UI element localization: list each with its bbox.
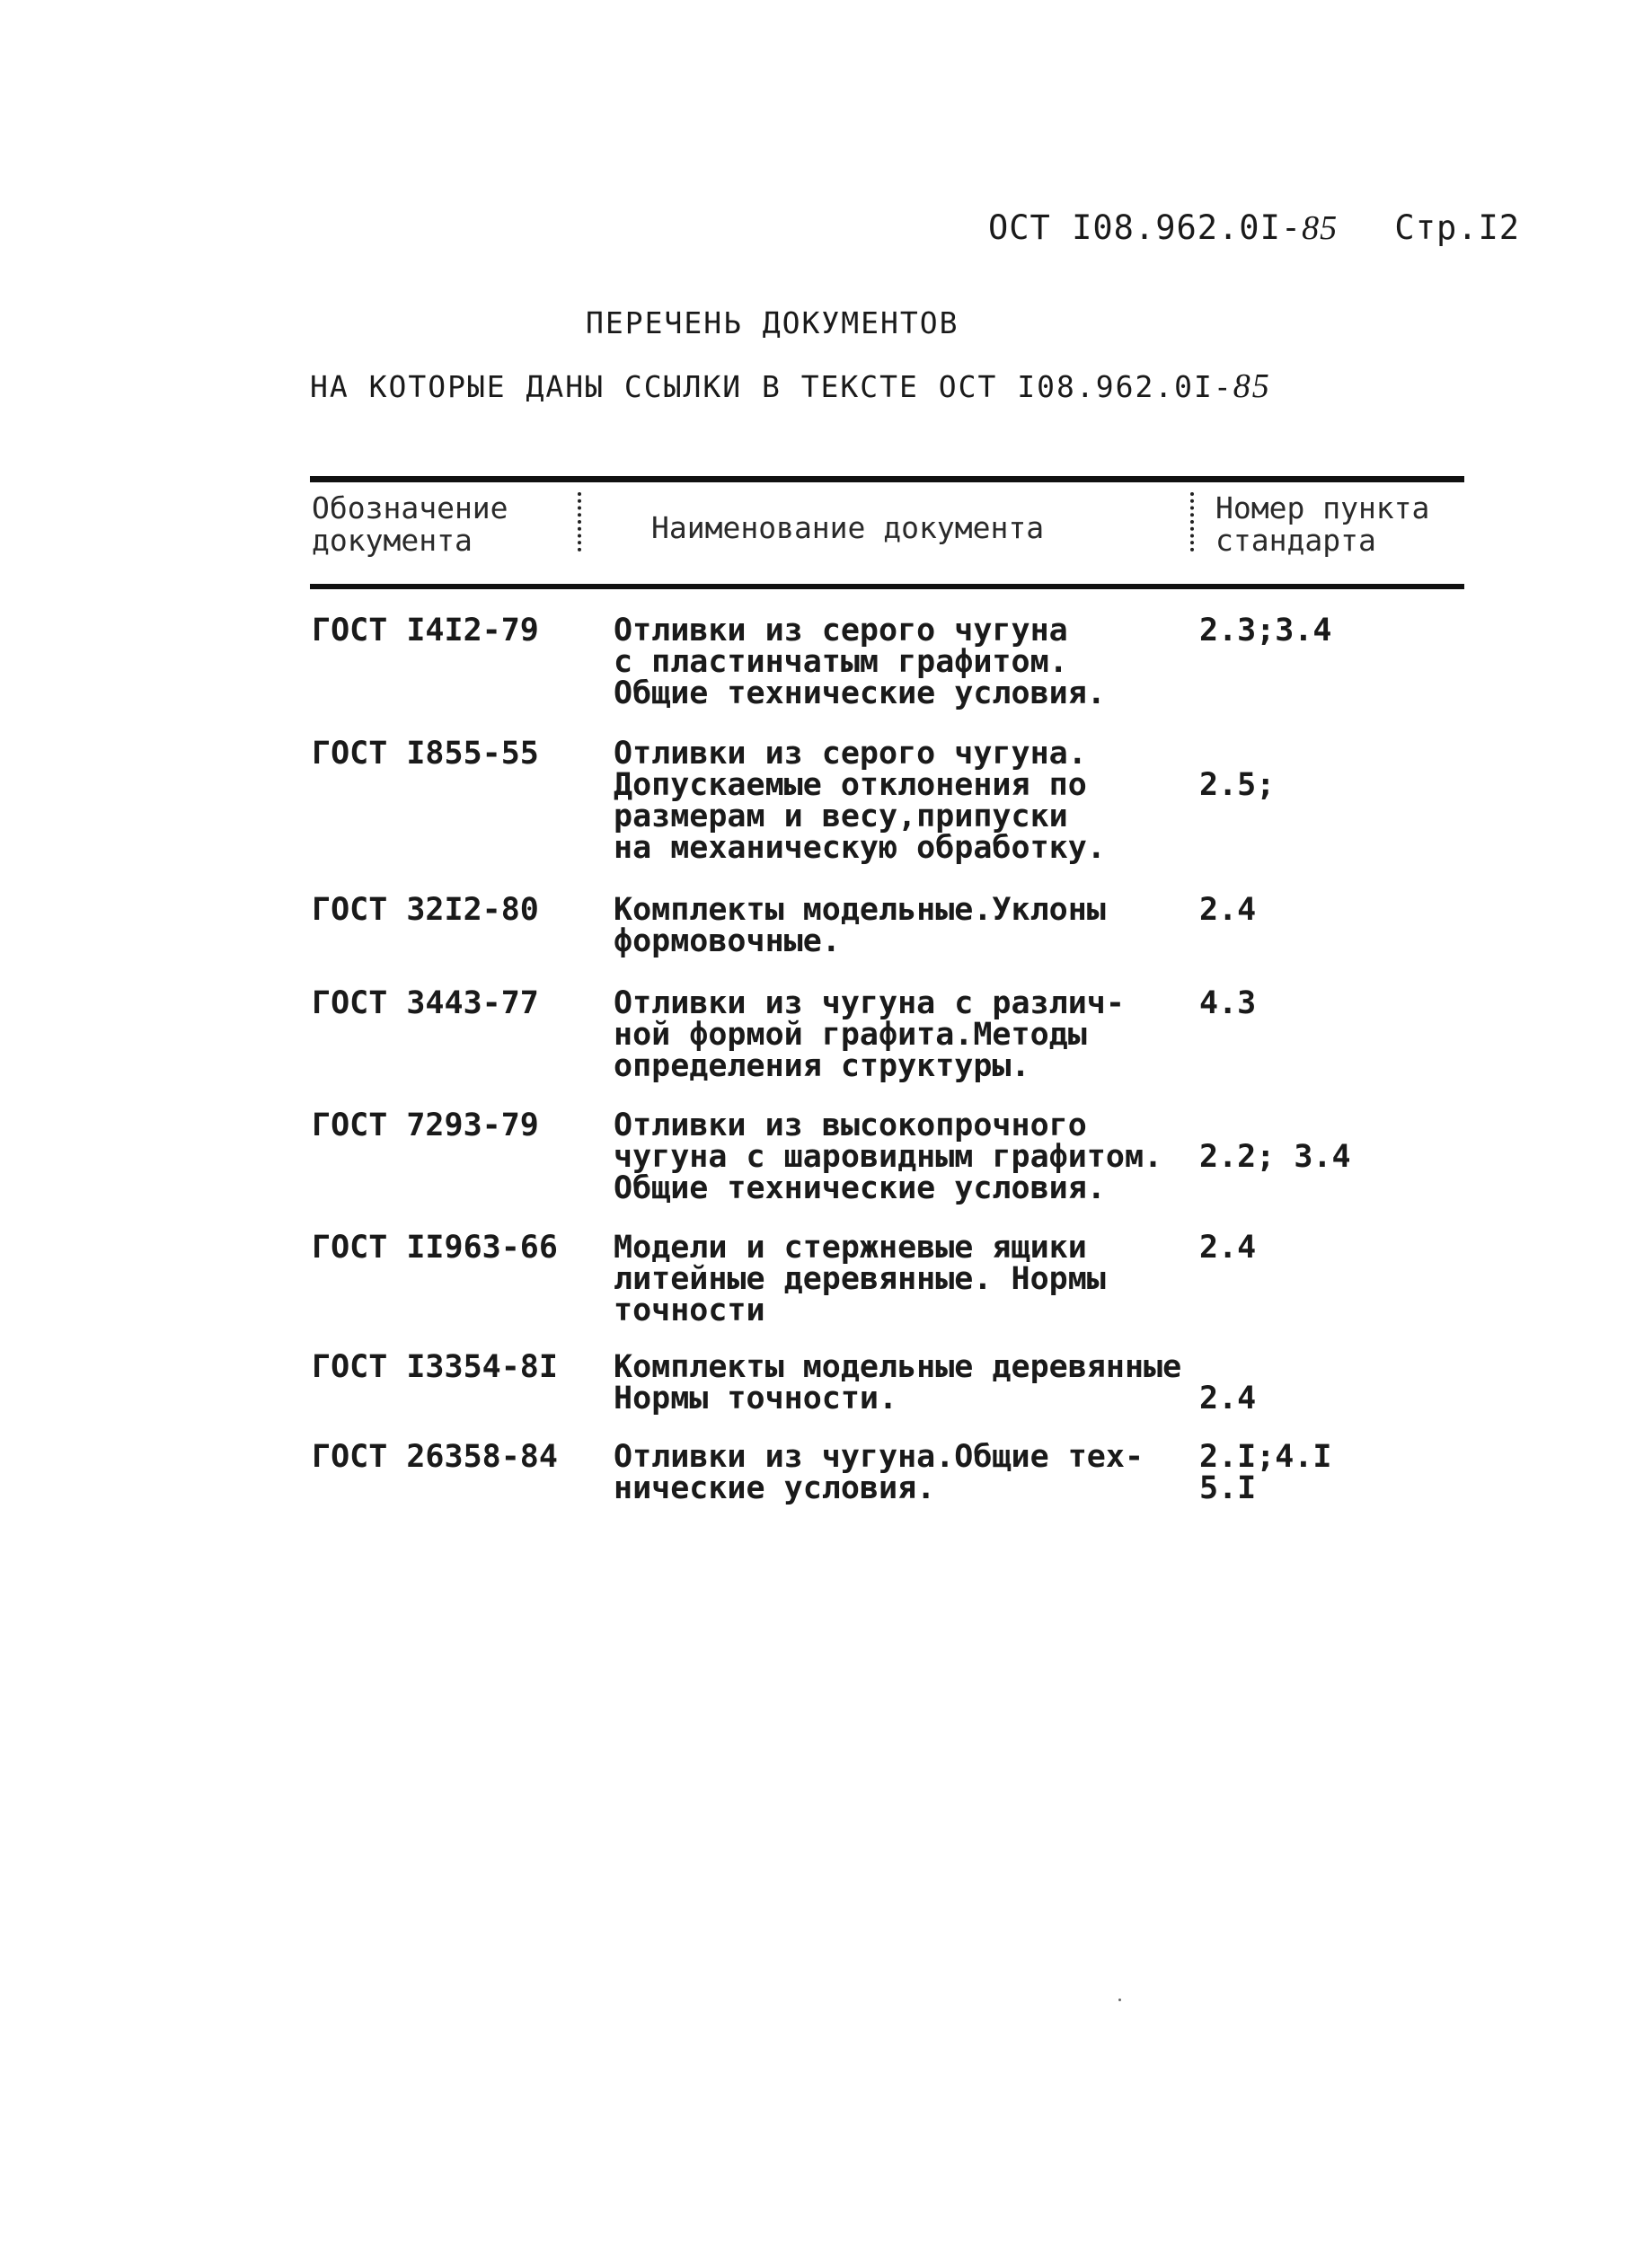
page-header xyxy=(988,208,1520,248)
row-name: Отливки из высокопрочного чугуна с шаровидным графитом. Общие технические условия. xyxy=(614,1108,1163,1206)
subtitle-year: 85 xyxy=(1233,367,1271,405)
row-clause: 2.3;3.4 xyxy=(1199,613,1332,649)
column-header-name: Наименование документа xyxy=(651,510,1045,545)
table-top-rule xyxy=(310,476,1464,482)
column-divider xyxy=(1190,492,1197,552)
row-clause: 2.I;4.I 5.I xyxy=(1199,1439,1332,1506)
column-header-clause: Номер пункта стандарта xyxy=(1215,490,1430,558)
row-name: Отливки из чугуна.Общие тех- нические условия. xyxy=(614,1439,1144,1506)
document-designation: ОСТ I08.962.0I- xyxy=(988,208,1303,247)
row-clause: 2.2; 3.4 xyxy=(1199,1139,1351,1175)
document-title: ПЕРЕЧЕНЬ ДОКУМЕНТОВ xyxy=(586,305,959,340)
row-name: Отливки из серого чугуна. Допускаемые отклонения по размерам и весу,припуски на механическую обработку. xyxy=(614,736,1106,866)
page-number: Стр.I2 xyxy=(1394,208,1521,247)
row-code: ГОСТ 26358-84 xyxy=(312,1439,558,1475)
row-name: Комплекты модельные деревянные Нормы точности. xyxy=(614,1349,1182,1416)
scan-speck xyxy=(1118,1999,1121,2001)
table-header-rule xyxy=(310,584,1464,589)
column-divider xyxy=(578,492,585,552)
column-header-code: Обозначение документа xyxy=(312,490,508,558)
row-clause: 2.4 xyxy=(1199,1381,1257,1416)
row-code: ГОСТ 3443-77 xyxy=(312,985,539,1021)
row-name: Комплекты модельные.Уклоны формовочные. xyxy=(614,892,1106,959)
subtitle-text: НА КОТОРЫЕ ДАНЫ ССЫЛКИ В ТЕКСТЕ ОСТ I08.962.0I- xyxy=(310,369,1233,404)
row-clause: 2.5; xyxy=(1199,767,1276,803)
row-code: ГОСТ I4I2-79 xyxy=(312,613,539,649)
row-code: ГОСТ I855-55 xyxy=(312,736,539,772)
row-code: ГОСТ 7293-79 xyxy=(312,1108,539,1143)
row-clause: 4.3 xyxy=(1199,985,1257,1021)
row-code: ГОСТ I3354-8I xyxy=(312,1349,558,1385)
designation-year: 85 xyxy=(1302,209,1339,247)
row-clause: 2.4 xyxy=(1199,892,1257,928)
row-name: Отливки из чугуна с различ- ной формой графита.Методы определения структуры. xyxy=(614,985,1125,1084)
document-subtitle xyxy=(310,366,1271,406)
row-name: Отливки из серого чугуна с пластинчатым графитом. Общие технические условия. xyxy=(614,613,1106,711)
row-name: Модели и стержневые ящики литейные деревянные. Нормы точности xyxy=(614,1230,1106,1328)
row-code: ГОСТ 32I2-80 xyxy=(312,892,539,928)
row-code: ГОСТ II963-66 xyxy=(312,1230,558,1266)
row-clause: 2.4 xyxy=(1199,1230,1257,1266)
